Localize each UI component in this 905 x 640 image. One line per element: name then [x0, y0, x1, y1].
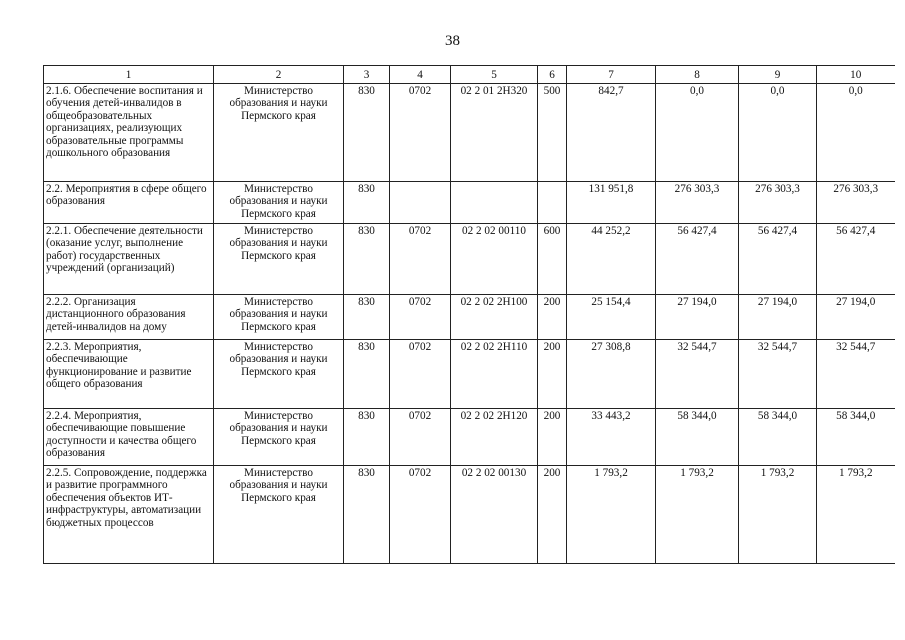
header-cell-7: 7	[567, 66, 656, 84]
table-row	[44, 340, 895, 409]
row-code-4-cell: 0702	[390, 466, 451, 564]
row-value-8-cell: 276 303,3	[656, 182, 739, 224]
row-value-8-cell: 0,0	[656, 84, 739, 182]
header-cell-6: 6	[538, 66, 567, 84]
table-row	[44, 182, 895, 224]
row-code-3-cell: 830	[344, 84, 390, 182]
row-value-9-cell: 58 344,0	[739, 409, 817, 466]
row-value-9-cell: 32 544,7	[739, 340, 817, 409]
row-code-3-cell: 830	[344, 295, 390, 340]
row-code-6-cell: 500	[538, 84, 567, 182]
row-agency-cell: Министерство образования и науки Пермского края	[214, 295, 344, 340]
row-code-5-cell: 02 2 02 2Н120	[451, 409, 538, 466]
row-code-5-cell: 02 2 02 2Н100	[451, 295, 538, 340]
row-code-6-cell: 600	[538, 224, 567, 295]
table-row	[44, 295, 895, 340]
header-cell-3: 3	[344, 66, 390, 84]
table-row	[44, 84, 895, 182]
row-code-5-cell: 02 2 02 00110	[451, 224, 538, 295]
header-cell-4: 4	[390, 66, 451, 84]
header-cell-10: 10	[817, 66, 895, 84]
row-value-8-cell: 1 793,2	[656, 466, 739, 564]
row-code-5-cell	[451, 182, 538, 224]
row-code-5-cell: 02 2 02 00130	[451, 466, 538, 564]
row-agency-cell: Министерство образования и науки Пермского края	[214, 84, 344, 182]
row-value-9-cell: 56 427,4	[739, 224, 817, 295]
row-code-4-cell: 0702	[390, 84, 451, 182]
row-value-7-cell: 27 308,8	[567, 340, 656, 409]
row-value-10-cell: 27 194,0	[817, 295, 895, 340]
row-name-cell: 2.2.4. Мероприятия, обеспечивающие повышение доступности и качества общего образования	[44, 409, 214, 466]
row-agency-cell: Министерство образования и науки Пермского края	[214, 409, 344, 466]
row-code-4-cell: 0702	[390, 409, 451, 466]
header-cell-9: 9	[739, 66, 817, 84]
row-value-9-cell: 0,0	[739, 84, 817, 182]
table-row	[44, 224, 895, 295]
row-code-5-cell: 02 2 02 2Н110	[451, 340, 538, 409]
row-name-cell: 2.2.1. Обеспечение деятельности (оказание услуг, выполнение работ) государственных учреждений (организаций)	[44, 224, 214, 295]
row-value-10-cell: 0,0	[817, 84, 895, 182]
row-value-8-cell: 27 194,0	[656, 295, 739, 340]
row-agency-cell: Министерство образования и науки Пермского края	[214, 466, 344, 564]
row-value-9-cell: 1 793,2	[739, 466, 817, 564]
header-cell-1: 1	[44, 66, 214, 84]
row-agency-cell: Министерство образования и науки Пермского края	[214, 224, 344, 295]
row-code-6-cell	[538, 182, 567, 224]
row-value-7-cell: 44 252,2	[567, 224, 656, 295]
row-name-cell: 2.2.5. Сопровождение, поддержка и развитие программного обеспечения объектов ИТ-инфраструктуры, автоматизации бюджетных процессов	[44, 466, 214, 564]
row-name-cell: 2.2. Мероприятия в сфере общего образования	[44, 182, 214, 224]
row-value-9-cell: 27 194,0	[739, 295, 817, 340]
row-value-10-cell: 1 793,2	[817, 466, 895, 564]
row-name-cell: 2.2.2. Организация дистанционного образования детей-инвалидов на дому	[44, 295, 214, 340]
page-number: 38	[445, 33, 460, 49]
row-code-5-cell: 02 2 01 2Н320	[451, 84, 538, 182]
row-code-6-cell: 200	[538, 466, 567, 564]
header-cell-2: 2	[214, 66, 344, 84]
row-code-3-cell: 830	[344, 466, 390, 564]
row-value-7-cell: 1 793,2	[567, 466, 656, 564]
row-code-6-cell: 200	[538, 340, 567, 409]
row-value-8-cell: 58 344,0	[656, 409, 739, 466]
budget-table	[43, 65, 895, 564]
row-value-8-cell: 56 427,4	[656, 224, 739, 295]
row-code-3-cell: 830	[344, 224, 390, 295]
table-header-row	[44, 66, 895, 84]
row-code-4-cell: 0702	[390, 295, 451, 340]
row-value-7-cell: 842,7	[567, 84, 656, 182]
header-cell-5: 5	[451, 66, 538, 84]
row-agency-cell: Министерство образования и науки Пермского края	[214, 182, 344, 224]
row-value-8-cell: 32 544,7	[656, 340, 739, 409]
header-cell-8: 8	[656, 66, 739, 84]
row-value-7-cell: 33 443,2	[567, 409, 656, 466]
row-code-6-cell: 200	[538, 409, 567, 466]
row-value-9-cell: 276 303,3	[739, 182, 817, 224]
row-value-10-cell: 58 344,0	[817, 409, 895, 466]
row-code-3-cell: 830	[344, 409, 390, 466]
row-code-4-cell: 0702	[390, 224, 451, 295]
row-value-10-cell: 56 427,4	[817, 224, 895, 295]
table-row	[44, 409, 895, 466]
row-code-6-cell: 200	[538, 295, 567, 340]
row-value-7-cell: 25 154,4	[567, 295, 656, 340]
row-code-4-cell	[390, 182, 451, 224]
row-agency-cell: Министерство образования и науки Пермского края	[214, 340, 344, 409]
row-name-cell: 2.2.3. Мероприятия, обеспечивающие функционирование и развитие общего образования	[44, 340, 214, 409]
row-name-cell: 2.1.6. Обеспечение воспитания и обучения детей-инвалидов в общеобразовательных организациях, реализующих образовательные программы дошкольного образования	[44, 84, 214, 182]
row-value-10-cell: 32 544,7	[817, 340, 895, 409]
row-code-4-cell: 0702	[390, 340, 451, 409]
row-value-7-cell: 131 951,8	[567, 182, 656, 224]
row-code-3-cell: 830	[344, 182, 390, 224]
row-code-3-cell: 830	[344, 340, 390, 409]
row-value-10-cell: 276 303,3	[817, 182, 895, 224]
table-row	[44, 466, 895, 564]
